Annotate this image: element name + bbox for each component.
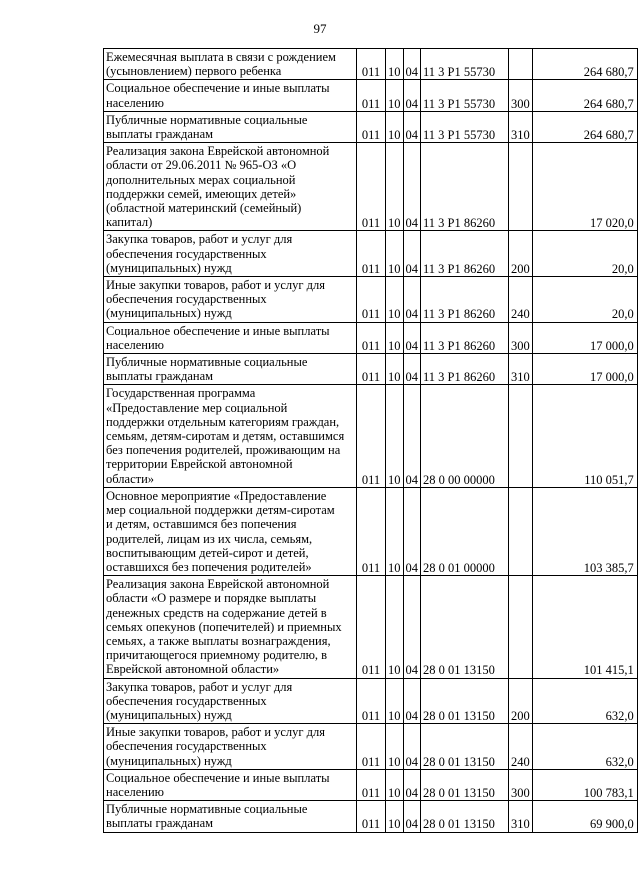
subsection-code: 04 xyxy=(403,678,421,724)
subsection-code: 04 xyxy=(403,49,421,80)
ministry-code: 011 xyxy=(357,354,386,385)
section-code: 10 xyxy=(386,111,404,142)
target-article-code: 11 3 Р1 55730 xyxy=(421,80,509,111)
section-code: 10 xyxy=(386,724,404,770)
expense-name-line: обеспечения государственных xyxy=(106,693,267,708)
expense-name-line: Государственная программа xyxy=(106,386,256,401)
table-row xyxy=(104,80,638,111)
section-code: 10 xyxy=(386,354,404,385)
expense-name xyxy=(104,143,357,231)
expense-name xyxy=(104,724,357,770)
target-article-code: 11 3 Р1 86260 xyxy=(421,231,509,277)
subsection-code: 04 xyxy=(403,231,421,277)
table-row xyxy=(104,354,638,385)
expense-name-line: причитающегося приемному родителю, в xyxy=(106,648,328,663)
target-article-code: 11 3 Р1 86260 xyxy=(421,322,509,353)
expense-type-code: 310 xyxy=(509,354,533,385)
table-row xyxy=(104,576,638,678)
expense-name-line: семьям, детям-сиротам и детям, оставшимся xyxy=(106,429,345,444)
expense-name-line: обеспечения государственных xyxy=(106,246,267,261)
table-row xyxy=(104,49,638,80)
section-code: 10 xyxy=(386,487,404,575)
subsection-code: 04 xyxy=(403,801,421,832)
expense-name-line: мер социальной поддержки детям-сиротам xyxy=(106,503,335,518)
expense-name xyxy=(104,678,357,724)
subsection-code: 04 xyxy=(403,576,421,678)
expense-name-line: Иные закупки товаров, работ и услуг для xyxy=(106,725,326,740)
budget-table xyxy=(103,48,638,833)
expense-type-code: 240 xyxy=(509,277,533,323)
subsection-code: 04 xyxy=(403,354,421,385)
expense-type-code: 300 xyxy=(509,80,533,111)
ministry-code: 011 xyxy=(357,678,386,724)
expense-name-line: родителей, лицам из их числа, семьям, xyxy=(106,531,313,546)
table-row xyxy=(104,322,638,353)
amount: 632,0 xyxy=(532,724,637,770)
section-code: 10 xyxy=(386,576,404,678)
section-code: 10 xyxy=(386,143,404,231)
ministry-code: 011 xyxy=(357,385,386,487)
expense-name-line: (муниципальных) нужд xyxy=(106,753,232,768)
amount: 100 783,1 xyxy=(532,769,637,800)
table-row xyxy=(104,724,638,770)
section-code: 10 xyxy=(386,80,404,111)
section-code: 10 xyxy=(386,322,404,353)
target-article-code: 11 3 Р1 86260 xyxy=(421,143,509,231)
page-number: 97 xyxy=(313,21,327,36)
expense-name-line: области от 29.06.2011 № 965-ОЗ «О xyxy=(106,158,297,173)
subsection-code: 04 xyxy=(403,724,421,770)
section-code: 10 xyxy=(386,678,404,724)
section-code: 10 xyxy=(386,801,404,832)
expense-name xyxy=(104,385,357,487)
target-article-code: 28 0 01 13150 xyxy=(421,576,509,678)
expense-name-line: (усыновлением) первого ребенка xyxy=(106,64,282,79)
target-article-code: 28 0 01 13150 xyxy=(421,678,509,724)
expense-name-line: Реализация закона Еврейской автономной xyxy=(106,144,330,159)
expense-name-line: Реализация закона Еврейской автономной xyxy=(106,577,330,592)
amount: 632,0 xyxy=(532,678,637,724)
expense-name xyxy=(104,80,357,111)
amount: 17 020,0 xyxy=(532,143,637,231)
expense-name-line: денежных средств на содержание детей в xyxy=(106,605,327,620)
expense-name xyxy=(104,769,357,800)
expense-name xyxy=(104,322,357,353)
expense-name-line: населению xyxy=(106,784,164,799)
table-row xyxy=(104,769,638,800)
expense-type-code: 200 xyxy=(509,678,533,724)
section-code: 10 xyxy=(386,231,404,277)
expense-name-line: Основное мероприятие «Предоставление xyxy=(106,488,327,503)
expense-name-line: капитал) xyxy=(106,215,153,230)
expense-name-line: обеспечения государственных xyxy=(106,292,267,307)
table-row xyxy=(104,385,638,487)
section-code: 10 xyxy=(386,385,404,487)
expense-name-line: семьях опекунов (попечителей) и приемных xyxy=(106,619,342,634)
ministry-code: 011 xyxy=(357,724,386,770)
table-row xyxy=(104,231,638,277)
ministry-code: 011 xyxy=(357,576,386,678)
expense-name-line: воспитывающим детей-сирот и детей, xyxy=(106,545,309,560)
section-code: 10 xyxy=(386,277,404,323)
table-row xyxy=(104,143,638,231)
ministry-code: 011 xyxy=(357,49,386,80)
expense-name xyxy=(104,576,357,678)
amount: 103 385,7 xyxy=(532,487,637,575)
amount: 20,0 xyxy=(532,277,637,323)
expense-name xyxy=(104,487,357,575)
expense-name-line: Социальное обеспечение и иные выплаты xyxy=(106,81,330,96)
expense-name-line: без попечения родителей, проживающим на xyxy=(106,443,341,458)
section-code: 10 xyxy=(386,769,404,800)
table-row xyxy=(104,277,638,323)
subsection-code: 04 xyxy=(403,80,421,111)
expense-type-code: 310 xyxy=(509,111,533,142)
ministry-code: 011 xyxy=(357,801,386,832)
expense-name-line: Ежемесячная выплата в связи с рождением xyxy=(106,50,336,64)
target-article-code: 28 0 00 00000 xyxy=(421,385,509,487)
expense-name-line: поддержки семей, имеющих детей» xyxy=(106,186,297,201)
target-article-code: 28 0 01 13150 xyxy=(421,801,509,832)
subsection-code: 04 xyxy=(403,769,421,800)
table-row xyxy=(104,487,638,575)
target-article-code: 11 3 Р1 55730 xyxy=(421,49,509,80)
expense-type-code: 240 xyxy=(509,724,533,770)
amount: 17 000,0 xyxy=(532,354,637,385)
expense-name-line: семьях, а также выплаты вознаграждения, xyxy=(106,633,331,648)
amount: 264 680,7 xyxy=(532,80,637,111)
ministry-code: 011 xyxy=(357,769,386,800)
expense-name-line: Закупка товаров, работ и услуг для xyxy=(106,679,293,694)
expense-type-code xyxy=(509,143,533,231)
expense-name-line: оставшихся без попечения родителей» xyxy=(106,559,312,574)
target-article-code: 28 0 01 00000 xyxy=(421,487,509,575)
expense-name-line: области» xyxy=(106,471,155,486)
expense-type-code: 310 xyxy=(509,801,533,832)
subsection-code: 04 xyxy=(403,111,421,142)
expense-name-line: Публичные нормативные социальные xyxy=(106,802,308,817)
expense-name-line: выплаты гражданам xyxy=(106,127,214,142)
target-article-code: 11 3 Р1 86260 xyxy=(421,354,509,385)
amount: 110 051,7 xyxy=(532,385,637,487)
expense-name-line: (муниципальных) нужд xyxy=(106,306,232,321)
ministry-code: 011 xyxy=(357,487,386,575)
amount: 17 000,0 xyxy=(532,322,637,353)
budget-table-body xyxy=(104,49,638,833)
expense-name-line: «Предоставление мер социальной xyxy=(106,400,288,415)
expense-type-code: 200 xyxy=(509,231,533,277)
expense-type-code: 300 xyxy=(509,769,533,800)
expense-name-line: Публичные нормативные социальные xyxy=(106,355,308,370)
expense-name-line: дополнительных мерах социальной xyxy=(106,172,296,187)
subsection-code: 04 xyxy=(403,143,421,231)
table-row xyxy=(104,111,638,142)
target-article-code: 11 3 Р1 55730 xyxy=(421,111,509,142)
expense-name-line: Еврейской автономной области» xyxy=(106,662,280,677)
expense-name xyxy=(104,49,357,80)
amount: 101 415,1 xyxy=(532,576,637,678)
target-article-code: 28 0 01 13150 xyxy=(421,724,509,770)
ministry-code: 011 xyxy=(357,80,386,111)
expense-type-code xyxy=(509,49,533,80)
ministry-code: 011 xyxy=(357,111,386,142)
expense-name-line: Публичные нормативные социальные xyxy=(106,112,308,127)
table-row xyxy=(104,801,638,832)
expense-name-line: (областной материнский (семейный) xyxy=(106,201,302,216)
expense-name-line: (муниципальных) нужд xyxy=(106,707,232,722)
expense-name-line: территории Еврейской автономной xyxy=(106,457,293,472)
amount: 264 680,7 xyxy=(532,49,637,80)
expense-type-code xyxy=(509,385,533,487)
ministry-code: 011 xyxy=(357,322,386,353)
ministry-code: 011 xyxy=(357,143,386,231)
expense-type-code xyxy=(509,576,533,678)
expense-type-code xyxy=(509,487,533,575)
expense-name xyxy=(104,354,357,385)
section-code: 10 xyxy=(386,49,404,80)
ministry-code: 011 xyxy=(357,231,386,277)
expense-name xyxy=(104,231,357,277)
expense-name-line: и детям, оставшимся без попечения xyxy=(106,517,297,532)
expense-name-line: населению xyxy=(106,95,164,110)
expense-name-line: Социальное обеспечение и иные выплаты xyxy=(106,323,330,338)
expense-name-line: области «О размере и порядке выплаты xyxy=(106,591,317,606)
expense-name-line: обеспечения государственных xyxy=(106,739,267,754)
target-article-code: 11 3 Р1 86260 xyxy=(421,277,509,323)
subsection-code: 04 xyxy=(403,277,421,323)
expense-type-code: 300 xyxy=(509,322,533,353)
subsection-code: 04 xyxy=(403,487,421,575)
expense-name-line: (муниципальных) нужд xyxy=(106,260,232,275)
amount: 264 680,7 xyxy=(532,111,637,142)
ministry-code: 011 xyxy=(357,277,386,323)
expense-name-line: выплаты гражданам xyxy=(106,816,214,831)
target-article-code: 28 0 01 13150 xyxy=(421,769,509,800)
amount: 69 900,0 xyxy=(532,801,637,832)
expense-name-line: Социальное обеспечение и иные выплаты xyxy=(106,770,330,785)
subsection-code: 04 xyxy=(403,322,421,353)
expense-name xyxy=(104,801,357,832)
table-row xyxy=(104,678,638,724)
expense-name xyxy=(104,111,357,142)
amount: 20,0 xyxy=(532,231,637,277)
expense-name-line: Иные закупки товаров, работ и услуг для xyxy=(106,278,326,293)
expense-name-line: населению xyxy=(106,337,164,352)
expense-name-line: выплаты гражданам xyxy=(106,369,214,384)
expense-name-line: поддержки отдельным категориям граждан, xyxy=(106,414,340,429)
subsection-code: 04 xyxy=(403,385,421,487)
expense-name xyxy=(104,277,357,323)
expense-name-line: Закупка товаров, работ и услуг для xyxy=(106,232,293,247)
